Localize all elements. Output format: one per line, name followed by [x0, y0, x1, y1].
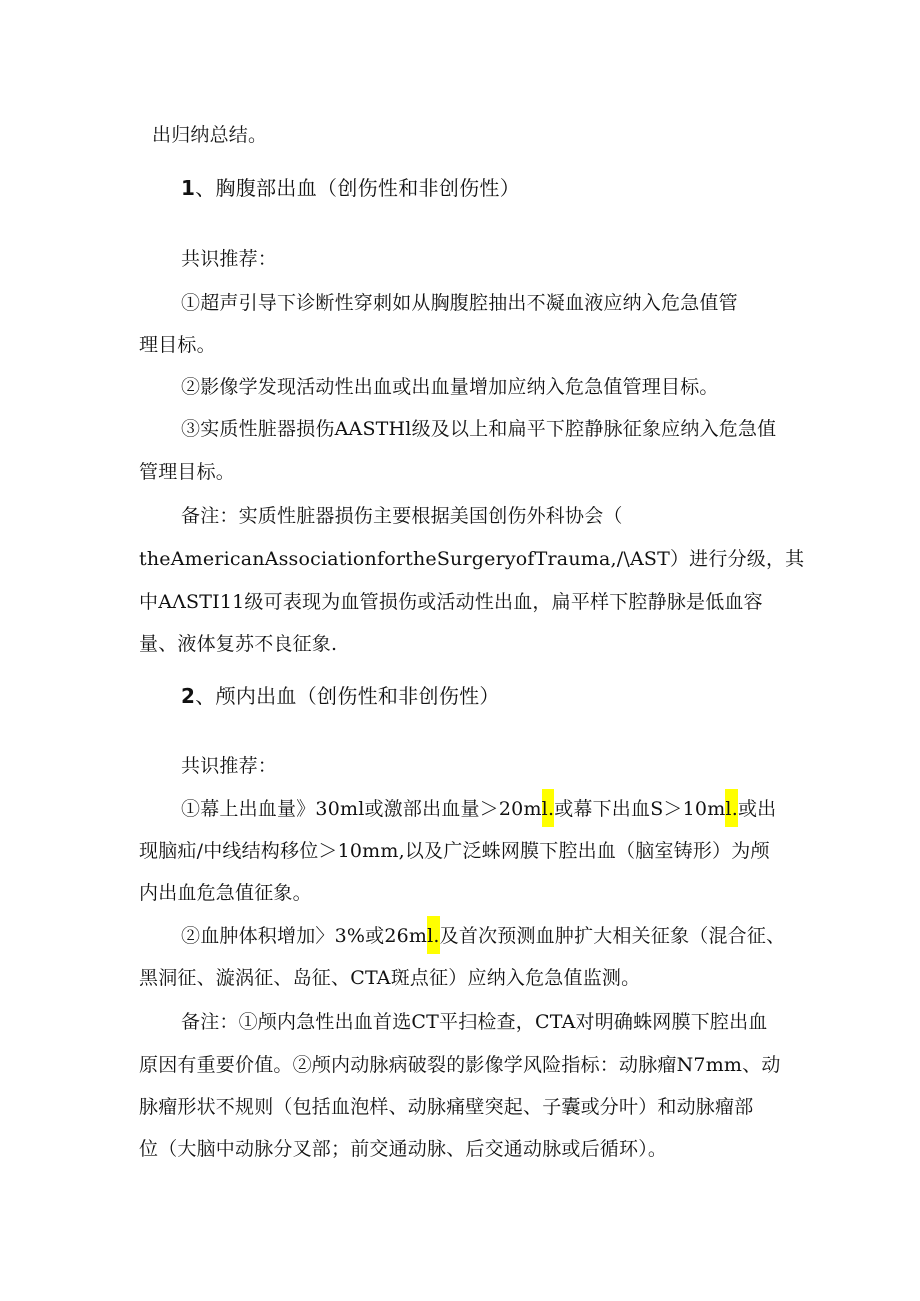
- section-heading-1: [0, 174, 920, 202]
- paragraph-line: 现脑疝/中线结构移位＞10mm,以及广泛蛛网膜下腔出血（脑室铸形）为颅: [139, 840, 770, 862]
- note-line: 脉瘤形状不规则（包括血泡样、动脉痛壁突起、子囊或分叶）和动脉瘤部: [139, 1096, 754, 1118]
- text-run: ②血肿体积增加〉3%或26m: [181, 925, 428, 947]
- text-run: 及首次预测血肿扩大相关征象（混合征、: [439, 925, 786, 947]
- paragraph-line: ③实质性脏器损伤AASTHl级及以上和扁平下腔静脉征象应纳入危急值: [181, 418, 777, 440]
- paragraph-line: 管理目标。: [139, 461, 236, 483]
- highlighted-text: l.: [542, 789, 555, 827]
- heading-text: 、胸腹部出血（创伤性和非创伤性）: [195, 176, 521, 200]
- paragraph-line: ①超声引导下诊断性穿刺如从胸腹腔抽出不凝血液应纳入危急值管: [181, 292, 738, 314]
- note-line: 量、液体复苏不良征象.: [139, 633, 338, 655]
- heading-number: 2: [181, 684, 196, 708]
- note-line: theAmericanAssociationfortheSurgeryofTrauma,/\AST）进行分级，其: [139, 548, 805, 570]
- note-line: 原因有重要价值。②颅内动脉病破裂的影像学风险指标：动脉瘤N7mm、动: [139, 1054, 781, 1076]
- paragraph-line: ②影像学发现活动性出血或出血量增加应纳入危急值管理目标。: [181, 376, 719, 398]
- section-heading-2: [0, 682, 920, 710]
- heading-text: 、颅内出血（创伤性和非创伤性）: [195, 684, 500, 708]
- note-line: 位（大脑中动脉分叉部；前交通动脉、后交通动脉或后循环）。: [139, 1138, 668, 1160]
- note-line: 中AΛSTI11级可表现为血管损伤或活动性出血，扁平样下腔静脉是低血容: [139, 591, 763, 613]
- paragraph-line: [0, 922, 920, 950]
- recommendation-label: 共识推荐：: [181, 248, 278, 270]
- text-run: ①幕上出血量》30ml或激部出血量＞20m: [181, 798, 542, 820]
- highlighted-text: l.: [427, 916, 440, 954]
- text-run: 或幕下出血S＞10m: [554, 798, 726, 820]
- paragraph-line: 出归纳总结。: [152, 124, 268, 146]
- paragraph-line: [0, 795, 920, 823]
- recommendation-label: 共识推荐：: [181, 755, 278, 777]
- note-line: 备注：实质性脏器损伤主要根据美国创伤外科协会（: [181, 505, 623, 527]
- paragraph-line: 内出血危急值征象。: [139, 882, 312, 904]
- heading-number: 1: [181, 176, 196, 200]
- paragraph-line: 理目标。: [139, 334, 216, 356]
- note-line: 备注：①颅内急性出血首选CT平扫检查，CTA对明确蛛网膜下腔出血: [181, 1011, 768, 1033]
- highlighted-text: l.: [725, 789, 738, 827]
- paragraph-line: 黑洞征、漩涡征、岛征、CTA斑点征）应纳入危急值监测。: [139, 967, 641, 989]
- text-run: 或出: [737, 798, 777, 820]
